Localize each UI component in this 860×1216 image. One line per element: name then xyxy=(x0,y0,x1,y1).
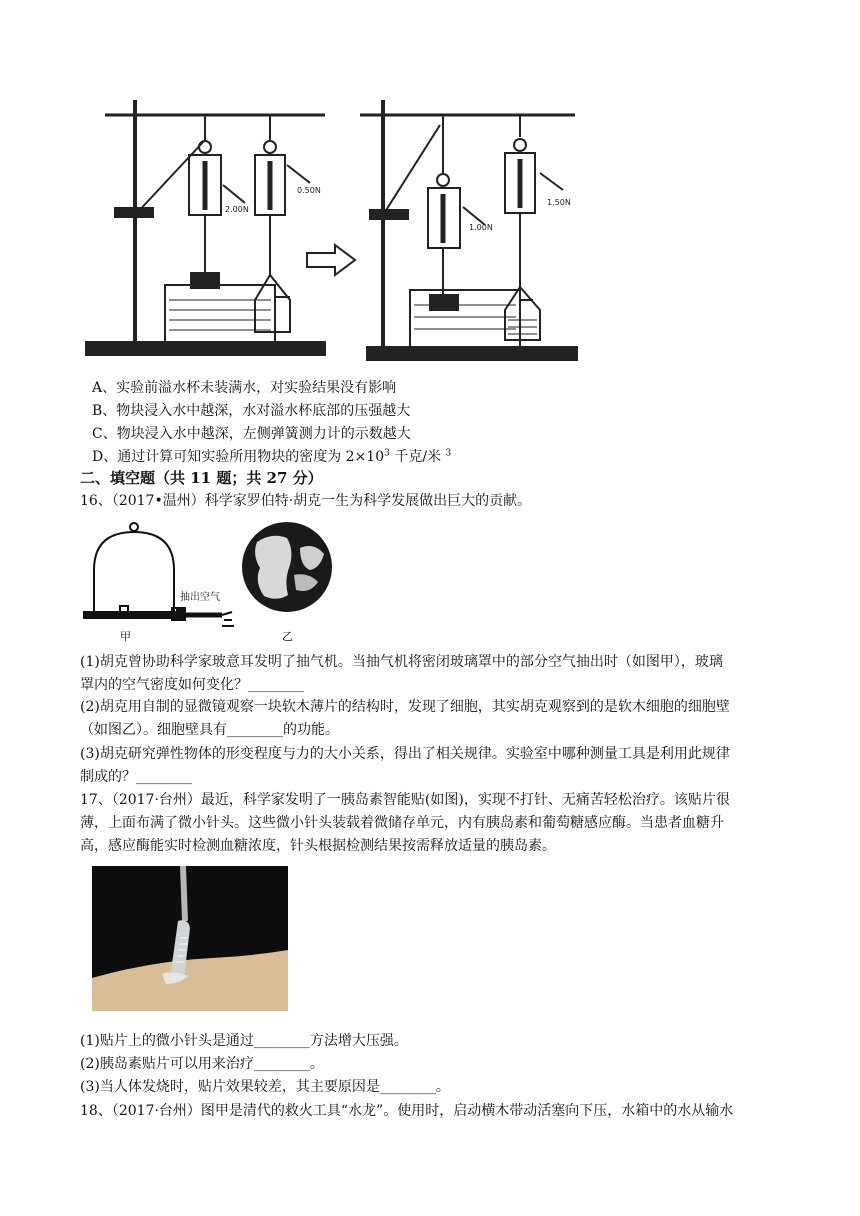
q17-line-1: 17、（2017·台州）最近，科学家发明了一胰岛素智能贴(如图)，实现不打针、无痛苦轻松治疗。该贴片很 xyxy=(80,792,730,808)
label-yi: 乙 xyxy=(282,630,293,643)
section-heading: 二、填空题（共 11 题；共 27 分） xyxy=(80,469,323,487)
right-reading-after-label: 1.50N xyxy=(547,198,571,207)
option-d-unit: 千克/米 xyxy=(389,449,446,465)
q16-line-4: （如图乙）。细胞壁具有________的功能。 xyxy=(80,722,339,738)
q18-stem: 18、（2017·台州）图甲是清代的救火工具“水龙”。使用时，启动横木带动活塞向下压，水箱中的水从输水 xyxy=(80,1103,734,1119)
insulin-patch-photo xyxy=(92,866,288,1011)
q16-line-1: (1)胡克曾协助科学家玻意耳发明了抽气机。当抽气机将密闭玻璃罩中的部分空气抽出时（如图甲），玻璃 xyxy=(80,654,723,670)
option-a: A、实验前溢水杯未装满水，对实验结果没有影响 xyxy=(92,380,397,396)
q16-stem: 16、（2017•温州）科学家罗伯特·胡克一生为科学发展做出巨大的贡献。 xyxy=(80,493,532,509)
q17-question-1: (1)贴片上的微小针头是通过________方法增大压强。 xyxy=(80,1033,408,1049)
q16-line-3: (2)胡克用自制的显微镜观察一块软木薄片的结构时，发现了细胞，其实胡克观察到的是软木细胞的细胞壁 xyxy=(80,699,730,715)
left-reading-label: 2.00N xyxy=(225,205,249,214)
bell-jar xyxy=(84,523,234,626)
q16-line-6: 制成的？________ xyxy=(80,769,192,785)
option-d-sup2: 3 xyxy=(445,448,452,459)
option-c: C、物块浸入水中越深，左侧弹簧测力计的示数越大 xyxy=(92,426,411,442)
option-d-text: D、通过计算可知实验所用物块的密度为 2×10 xyxy=(92,449,385,465)
cork-cell-image xyxy=(242,522,332,612)
q17-question-3: (3)当人体发烧时，贴片效果较差，其主要原因是________。 xyxy=(80,1079,450,1095)
left-reading-after-label: 1.00N xyxy=(469,223,493,232)
q16-line-5: (3)胡克研究弹性物体的形变程度与力的大小关系，得出了相关规律。实验室中哪种测量工具是利用此规律 xyxy=(80,746,730,762)
q17-line-3: 高，感应酶能实时检测血糖浓度，针头根据检测结果按需释放适量的胰岛素。 xyxy=(80,838,556,854)
q17-question-2: (2)胰岛素贴片可以用来治疗________。 xyxy=(80,1056,324,1072)
spring-balance-figure xyxy=(85,95,595,363)
q17-line-2: 薄，上面布满了微小针头。这些微小针头装载着微储存单元，内有胰岛素和葡萄糖感应酶。当患者血糖升 xyxy=(80,815,724,831)
option-d xyxy=(92,447,451,467)
pump-text: 抽出空气 xyxy=(180,592,220,603)
q16-line-2: 罩内的空气密度如何变化？________ xyxy=(80,677,304,693)
q16-figure xyxy=(82,520,362,645)
option-b: B、物块浸入水中越深，水对溢水杯底部的压强越大 xyxy=(92,403,411,419)
option-d-sup1: 3 xyxy=(384,448,390,459)
left-apparatus xyxy=(85,100,325,355)
right-reading-label: 0.50N xyxy=(297,186,321,195)
right-arrow-icon xyxy=(307,245,355,275)
label-jia: 甲 xyxy=(120,630,131,643)
